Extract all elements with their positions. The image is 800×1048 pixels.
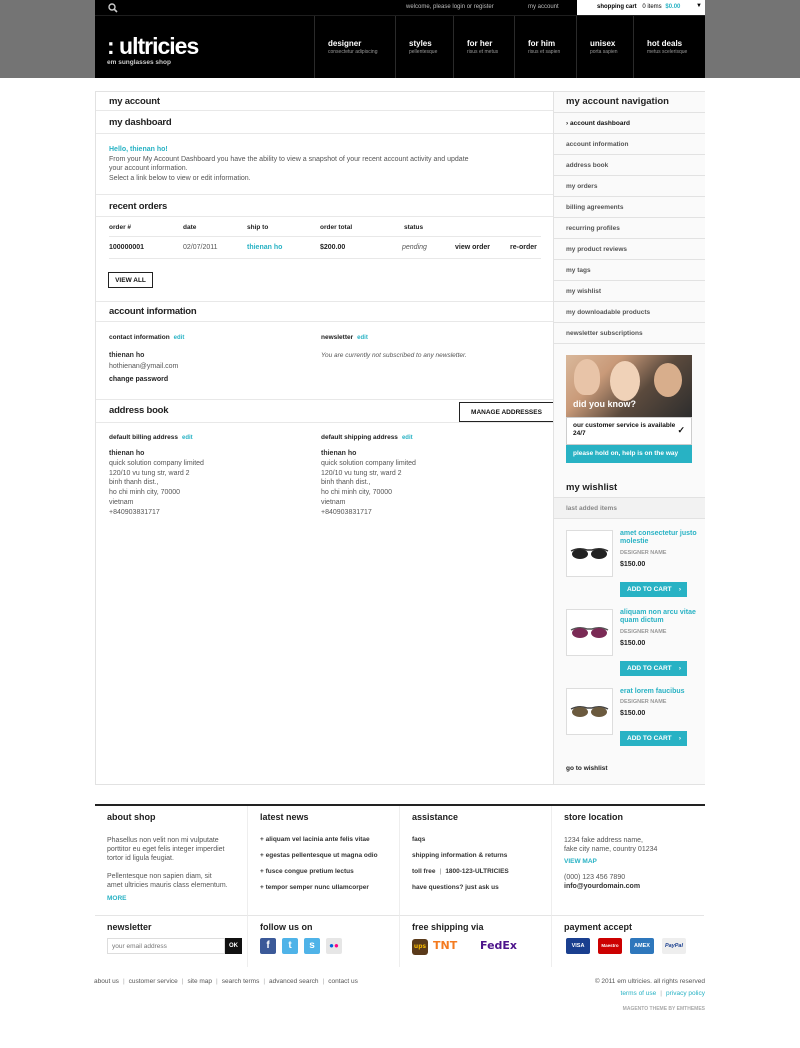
nav-sub: pellentesque — [409, 49, 438, 55]
account-info-title: account information — [109, 306, 197, 317]
toll-free: toll free | 1800-123-ULTRICIES — [412, 868, 509, 875]
newsletter-email-input[interactable]: your email address — [107, 938, 225, 954]
divider — [96, 110, 554, 111]
account-column — [96, 92, 554, 784]
order-date: 02/07/2011 — [183, 244, 218, 251]
column-header: ship to — [247, 224, 269, 231]
view-all-button[interactable]: VIEW ALL — [108, 272, 153, 288]
column-header: order # — [109, 224, 132, 231]
nav-sub: risus et sapien — [528, 49, 561, 55]
nav-title: for her — [467, 39, 493, 48]
nav-sub: metus scelerisque — [647, 49, 688, 55]
news-item[interactable]: + fusce congue pretium lectus — [260, 868, 354, 875]
divider — [554, 343, 705, 344]
contact-details — [109, 351, 178, 384]
cart-items: 0 items — [642, 4, 662, 10]
shipping-label: default shipping address edit — [321, 434, 413, 441]
nav-title: for him — [528, 39, 556, 48]
greeting: Hello, thienan ho! — [109, 146, 168, 153]
sidebar-item-account-dashboard[interactable]: › account dashboard — [554, 112, 705, 133]
billing-label: default billing address edit — [109, 434, 193, 441]
checkmark-icon: ✓ — [677, 425, 685, 435]
privacy-link[interactable]: privacy policy — [665, 990, 705, 997]
page-title: my account — [109, 96, 160, 107]
sidebar-item-recurring-profiles[interactable]: recurring profiles — [554, 217, 705, 238]
nav-for-her[interactable] — [453, 16, 514, 78]
designer-name: DESIGNER NAME — [620, 550, 667, 556]
flickr-icon[interactable]: ●● — [326, 938, 342, 954]
footer-newsletter — [95, 915, 248, 967]
copyright: © 2011 em ultricies. all rights reserved — [594, 978, 705, 985]
logo-tagline: em sunglasses shop — [107, 59, 171, 66]
sidebar — [553, 92, 705, 784]
plus-icon: + — [260, 868, 266, 875]
news-item[interactable]: + egestas pellentesque ut magna odio — [260, 852, 378, 859]
about-text: Phasellus non velit non mi vulputate — [107, 837, 219, 844]
paypal-logo: PayPal — [662, 938, 686, 954]
edit-newsletter-link[interactable]: edit — [357, 335, 368, 341]
sidebar-item-newsletter-subscriptions[interactable]: newsletter subscriptions — [554, 322, 705, 343]
order-total: $200.00 — [320, 244, 346, 251]
divider — [96, 321, 554, 322]
footer-assistance — [399, 806, 552, 916]
facebook-icon[interactable]: f — [260, 938, 276, 954]
newsletter-status: You are currently not subscribed to any newsletter. — [321, 352, 467, 359]
terms-link[interactable]: terms of use — [620, 990, 657, 997]
address-country: vietnam — [109, 498, 134, 506]
main-content — [95, 91, 705, 785]
footer-heading: assistance — [412, 812, 459, 822]
sidebar-item-my-wishlist[interactable]: my wishlist — [554, 280, 705, 301]
dashboard-title: my dashboard — [109, 117, 172, 128]
promo-text: our customer service is available 24/7 — [573, 422, 676, 437]
wishlist-item-price: $150.00 — [620, 561, 646, 568]
wishlist-item-name[interactable]: aliquam non arcu vitae quam dictum — [620, 609, 696, 624]
search-icon[interactable] — [108, 3, 118, 13]
edit-billing-link[interactable]: edit — [181, 435, 193, 441]
sidebar-title: my account navigation — [566, 96, 669, 107]
footer-news — [247, 806, 400, 916]
footer-heading: follow us on — [260, 922, 313, 932]
site-logo[interactable]: : ultricies — [107, 33, 199, 59]
address-phone: +840903831717 — [321, 508, 372, 516]
address-country: vietnam — [321, 498, 346, 506]
nav-title: designer — [328, 39, 362, 48]
chevron-right-icon: › — [678, 665, 681, 672]
footer-follow — [247, 915, 400, 967]
ups-logo: ups — [412, 939, 428, 955]
address-phone: +840903831717 — [109, 508, 160, 516]
sidebar-item-address-book[interactable]: address book — [554, 154, 705, 175]
store-address: 1234 fake address name, — [564, 837, 643, 844]
plus-icon: + — [260, 852, 266, 859]
divider — [96, 133, 554, 134]
divider — [96, 301, 554, 302]
nav-for-him[interactable] — [514, 16, 576, 78]
address-book-title: address book — [109, 405, 169, 416]
footer-heading: latest news — [260, 812, 309, 822]
divider — [96, 216, 554, 217]
shipping-address — [321, 449, 416, 518]
wishlist-item — [566, 609, 696, 679]
change-password-link[interactable]: change password — [109, 375, 169, 383]
column-header: date — [183, 224, 197, 231]
tnt-logo: TNT — [433, 939, 458, 952]
promo-cta[interactable]: please hold on, help is on the way — [566, 445, 692, 463]
add-to-cart-button[interactable]: ADD TO CART › — [620, 661, 687, 676]
wishlist-item-price: $150.00 — [620, 640, 646, 647]
chevron-right-icon: › — [678, 735, 681, 742]
sunglasses-image[interactable] — [566, 530, 613, 577]
plus-icon: + — [260, 836, 266, 843]
add-to-cart-button[interactable]: ADD TO CART › — [620, 731, 687, 746]
legal-links: terms of use | privacy policy — [620, 990, 705, 997]
order-number: 100000001 — [109, 244, 145, 251]
sidebar-item-account-information[interactable]: account information — [554, 133, 705, 154]
address-company: quick solution company limited — [321, 459, 416, 467]
view-order-link[interactable]: view order — [455, 244, 491, 251]
promo-message — [566, 417, 692, 445]
recent-orders-title: recent orders — [109, 201, 168, 212]
wishlist-item — [566, 530, 696, 600]
footer-heading: payment accept — [564, 922, 633, 932]
divider — [96, 422, 554, 423]
chevron-right-icon: › — [678, 586, 681, 593]
about-text: porttitor eu eget felis integer imperdiet — [107, 846, 225, 853]
store-address: fake city name, country 01234 — [564, 846, 658, 853]
nav-sub: consectetur adipiscing — [328, 49, 378, 55]
intro-text: From your My Account Dashboard you have the ability to view a snapshot of your recent account activity and update — [109, 156, 469, 163]
address-city: ho chi minh city, 70000 — [109, 489, 181, 497]
footer-shipping — [399, 915, 552, 967]
about-us-link[interactable]: about us — [94, 978, 119, 985]
person-face — [574, 359, 600, 395]
nav-title: unisex — [590, 39, 616, 48]
go-to-wishlist-link[interactable]: go to wishlist — [566, 765, 608, 772]
address-city: ho chi minh city, 70000 — [321, 489, 393, 497]
wishlist-item-name[interactable]: erat lorem faucibus — [620, 688, 685, 695]
footer-links: about us | customer service | site map | search terms | advanced search | contact us — [94, 978, 358, 985]
site-map-link[interactable]: site map — [187, 978, 213, 985]
welcome-link[interactable]: welcome, please login or register — [406, 4, 494, 10]
wishlist-subtitle: last added items — [554, 497, 705, 519]
customer-service-link[interactable]: customer service — [128, 978, 178, 985]
twitter-icon[interactable]: t — [282, 938, 298, 954]
column-header: order total — [320, 224, 353, 231]
divider — [109, 258, 541, 259]
promo-question: did you know? — [573, 399, 636, 409]
newsletter-label: newsletter edit — [321, 334, 368, 341]
nav-sub: risus et metus — [467, 49, 499, 55]
contact-label: contact information edit — [109, 334, 185, 341]
store-phone: (000) 123 456 7890 — [564, 874, 626, 881]
site-header — [95, 0, 705, 78]
nav-hot-deals[interactable] — [633, 16, 705, 78]
footer-store — [551, 806, 704, 916]
footer-heading: free shipping via — [412, 922, 484, 932]
advanced-search-link[interactable]: advanced search — [269, 978, 319, 985]
wishlist-item-name[interactable]: amet consectetur justo molestie — [620, 530, 697, 545]
theme-credit: MAGENTO THEME BY EMTHEMES — [622, 1006, 705, 1012]
nav-sub: porta sapien — [590, 49, 618, 55]
reorder-link[interactable]: re-order — [510, 244, 537, 251]
footer-about — [95, 806, 248, 916]
wishlist-item-price: $150.00 — [620, 710, 646, 717]
footer-heading: store location — [564, 812, 624, 822]
cart-dropdown[interactable] — [577, 0, 705, 15]
sidebar-item-billing-agreements[interactable]: billing agreements — [554, 196, 705, 217]
nav-designer[interactable] — [314, 16, 395, 78]
chevron-down-icon: ▼ — [696, 3, 702, 9]
nav-title: styles — [409, 39, 432, 48]
more-link[interactable]: MORE — [107, 895, 127, 902]
news-item[interactable]: + aliquam vel lacinia ante felis vitae — [260, 836, 370, 843]
support-promo-image — [566, 355, 692, 417]
address-company: quick solution company limited — [109, 459, 204, 467]
sidebar-item-my-tags[interactable]: my tags — [554, 259, 705, 280]
maestro-logo: Maestro — [598, 938, 622, 954]
order-ship-to[interactable]: thienan ho — [247, 244, 283, 251]
manage-addresses-button[interactable]: MANAGE ADDRESSES — [459, 402, 554, 422]
footer-heading: about shop — [107, 812, 156, 822]
nav-styles[interactable] — [395, 16, 453, 78]
billing-address — [109, 449, 204, 518]
shipping-info-link[interactable]: shipping information & returns — [412, 852, 508, 859]
intro-text: Select a link below to view or edit information. — [109, 175, 251, 182]
divider — [96, 194, 554, 195]
footer-payment — [551, 915, 704, 967]
contact-name: thienan ho — [109, 352, 145, 359]
nav-title: hot deals — [647, 39, 683, 48]
amex-logo: AMEX — [630, 938, 654, 954]
address-name: thienan ho — [109, 450, 145, 457]
edit-shipping-link[interactable]: edit — [401, 435, 413, 441]
address-district: binh thanh dist., — [109, 479, 159, 487]
wishlist-item — [566, 688, 696, 758]
address-street: 120/10 vu tung str, ward 2 — [109, 469, 190, 477]
person-face — [610, 361, 640, 401]
fedex-logo: FedEx — [480, 939, 518, 952]
nav-unisex[interactable] — [576, 16, 633, 78]
visa-logo: VISA — [566, 938, 590, 954]
newsletter-submit-button[interactable]: OK — [225, 938, 242, 954]
column-header: status — [404, 224, 424, 231]
about-text: tortor id ligula feugiat. — [107, 855, 174, 862]
news-item[interactable]: + tempor semper nunc ullamcorper — [260, 884, 369, 891]
order-status: pending — [402, 244, 427, 251]
view-map-link[interactable]: VIEW MAP — [564, 858, 597, 865]
sidebar-item-product-reviews[interactable]: my product reviews — [554, 238, 705, 259]
cart-label: shopping cart — [597, 4, 637, 10]
faqs-link[interactable]: faqs — [412, 836, 426, 843]
edit-contact-link[interactable]: edit — [173, 335, 185, 341]
store-email[interactable]: info@yourdomain.com — [564, 883, 641, 890]
intro-text: your account information. — [109, 165, 188, 172]
sidebar-item-downloadable-products[interactable]: my downloadable products — [554, 301, 705, 322]
divider — [96, 399, 554, 400]
footer-heading: newsletter — [107, 922, 152, 932]
about-text: amet ultricies mauris class elementum. — [107, 882, 228, 889]
designer-name: DESIGNER NAME — [620, 629, 667, 635]
plus-icon: + — [260, 884, 266, 891]
divider — [109, 236, 541, 237]
top-bar — [95, 0, 705, 16]
arrow-right-icon: › — [566, 120, 570, 127]
address-name: thienan ho — [321, 450, 357, 457]
address-street: 120/10 vu tung str, ward 2 — [321, 469, 402, 477]
about-text: Pellentesque non sapien diam, sit — [107, 873, 212, 880]
search-terms-link[interactable]: search terms — [221, 978, 260, 985]
skype-icon[interactable]: s — [304, 938, 320, 954]
sunglasses-image[interactable] — [566, 688, 613, 735]
cart-price: $0.00 — [665, 4, 681, 10]
contact-us-link[interactable]: contact us — [328, 978, 358, 985]
add-to-cart-button[interactable]: ADD TO CART › — [620, 582, 687, 597]
person-face — [654, 363, 682, 397]
sunglasses-image[interactable] — [566, 609, 613, 656]
ask-us-link[interactable]: have questions? just ask us — [412, 884, 499, 891]
sidebar-item-my-orders[interactable]: my orders — [554, 175, 705, 196]
contact-email: hothienan@ymail.com — [109, 362, 179, 370]
designer-name: DESIGNER NAME — [620, 699, 667, 705]
my-account-link[interactable]: my account — [528, 4, 559, 10]
wishlist-title: my wishlist — [566, 482, 618, 493]
address-district: binh thanh dist., — [321, 479, 371, 487]
